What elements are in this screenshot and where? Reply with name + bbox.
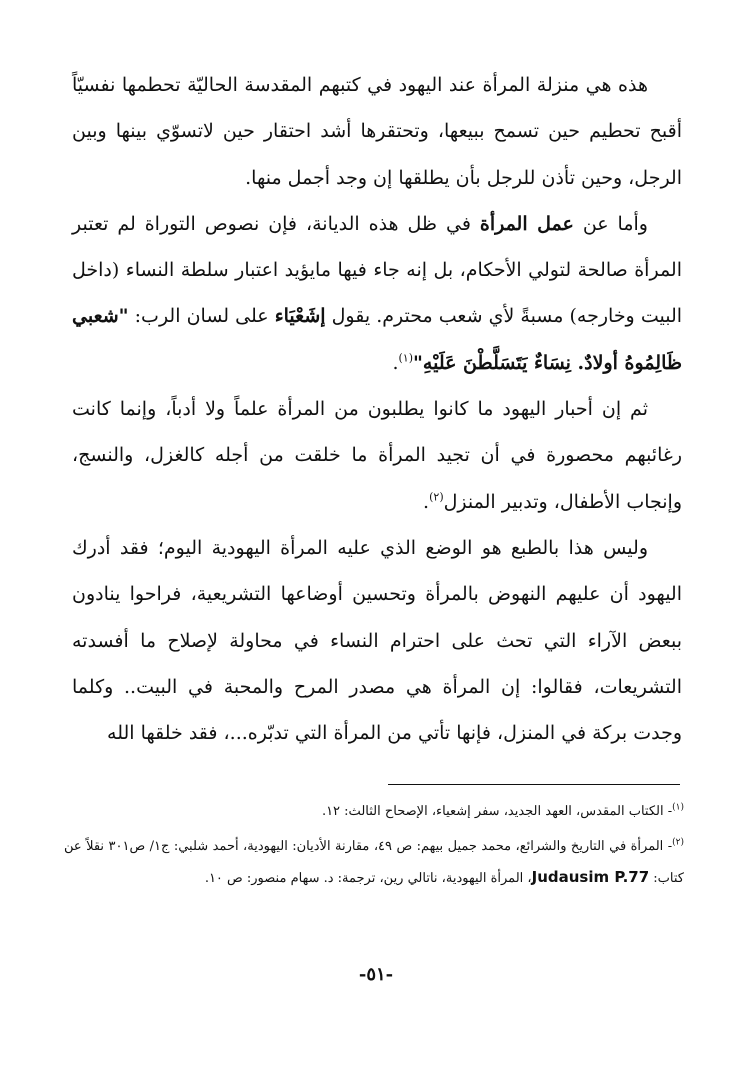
p3-end: . bbox=[423, 490, 430, 513]
footnote-1-number: (١) bbox=[672, 802, 684, 813]
footnote-2-number: (٢) bbox=[672, 837, 685, 848]
footnote-2-text-b: ، المرأة اليهودية، ناتالي رين، ترجمة: د. سهام منصور: ص ١٠. bbox=[204, 871, 532, 886]
footnote-divider bbox=[388, 784, 680, 785]
p2-bold-name: إشَعْيَاء bbox=[274, 305, 326, 328]
p2-bold-term: عمل المرأة bbox=[479, 212, 574, 235]
paragraph-3 bbox=[72, 386, 682, 525]
footnote-1 bbox=[64, 796, 684, 827]
footnote-ref-1: (١) bbox=[398, 351, 413, 365]
footnote-2-latin-title: Judausim P.77 bbox=[531, 868, 650, 886]
p3-text: ثم إن أحبار اليهود ما كانوا يطلبون من المرأة علماً ولا أدباً، وإنما كانت رغائبهم محصورة في أن تجيد المرأة ما خلقت من أجله كالغزل، والنسج، وإنجاب الأطفال، وتدبير المنزل bbox=[72, 398, 682, 513]
footnote-ref-2: (٢) bbox=[429, 490, 444, 504]
paragraph-1: هذه هي منزلة المرأة عند اليهود في كتبهم المقدسة الحاليّة تحطمها نفسيّاً أقبح تحطيم حين تسمح ببيعها، وتحتقرها أشد احتقار حين لاتسوّي بينها وبين الرجل، وحين تأذن للرجل بأن يطلقها إن وجد أجمل منها. bbox=[72, 74, 682, 189]
footnote-1-text: - الكتاب المقدس، العهد الجديد، سفر إشعياء، الإصحاح الثالث: ١٢. bbox=[321, 804, 673, 819]
p2-quote: "شعبي ظَالِمُوهُ أولادٌ. نِسَاءٌ يَتَسَلَّطْنَ عَلَيْهِ" bbox=[72, 305, 682, 374]
footnote-2 bbox=[64, 831, 684, 894]
paragraph-4: وليس هذا بالطبع هو الوضع الذي عليه المرأة اليهودية اليوم؛ فقد أدرك اليهود أن عليهم النهوض بالمرأة وتحسين أوضاعها التشريعية، فراحوا ينادون ببعض الآراء التي تحث على احترام النساء في محاولة لإصلاح ما أفسدته التشريعات، فقالوا: إن المرأة هي مصدر المرح والمحبة في البيت.. وكلما وجدت بركة في المنزل، فإنها تأتي من المرأة التي تدبّره...، فقد خلقها الله bbox=[72, 536, 682, 745]
p2-text-a: وأما عن bbox=[582, 212, 648, 235]
main-text bbox=[72, 62, 682, 756]
p2-text-c: على لسان الرب: bbox=[134, 305, 269, 328]
page-number: -٥١- bbox=[358, 964, 394, 985]
p2-text-b: في ظل هذه الديانة، فإن نصوص التوراة لم تعتبر المرأة صالحة لتولي الأحكام، بل إنه جاء فيها مايؤيد اعتبار سلطة النساء (داخل البيت وخارجه) مسبةً لأي شعب محترم. يقول bbox=[72, 212, 683, 328]
footnote-2-text-a: - المرأة في التاريخ والشرائع، محمد جميل بيهم: ص ٤٩، مقارنة الأديان: اليهودية، أحمد شلبي: ج١/ ص٣٠١ نقلاً عن كتاب: bbox=[64, 839, 684, 886]
footnotes bbox=[64, 796, 684, 898]
p2-end: . bbox=[392, 351, 399, 374]
paragraph-2 bbox=[72, 201, 682, 386]
